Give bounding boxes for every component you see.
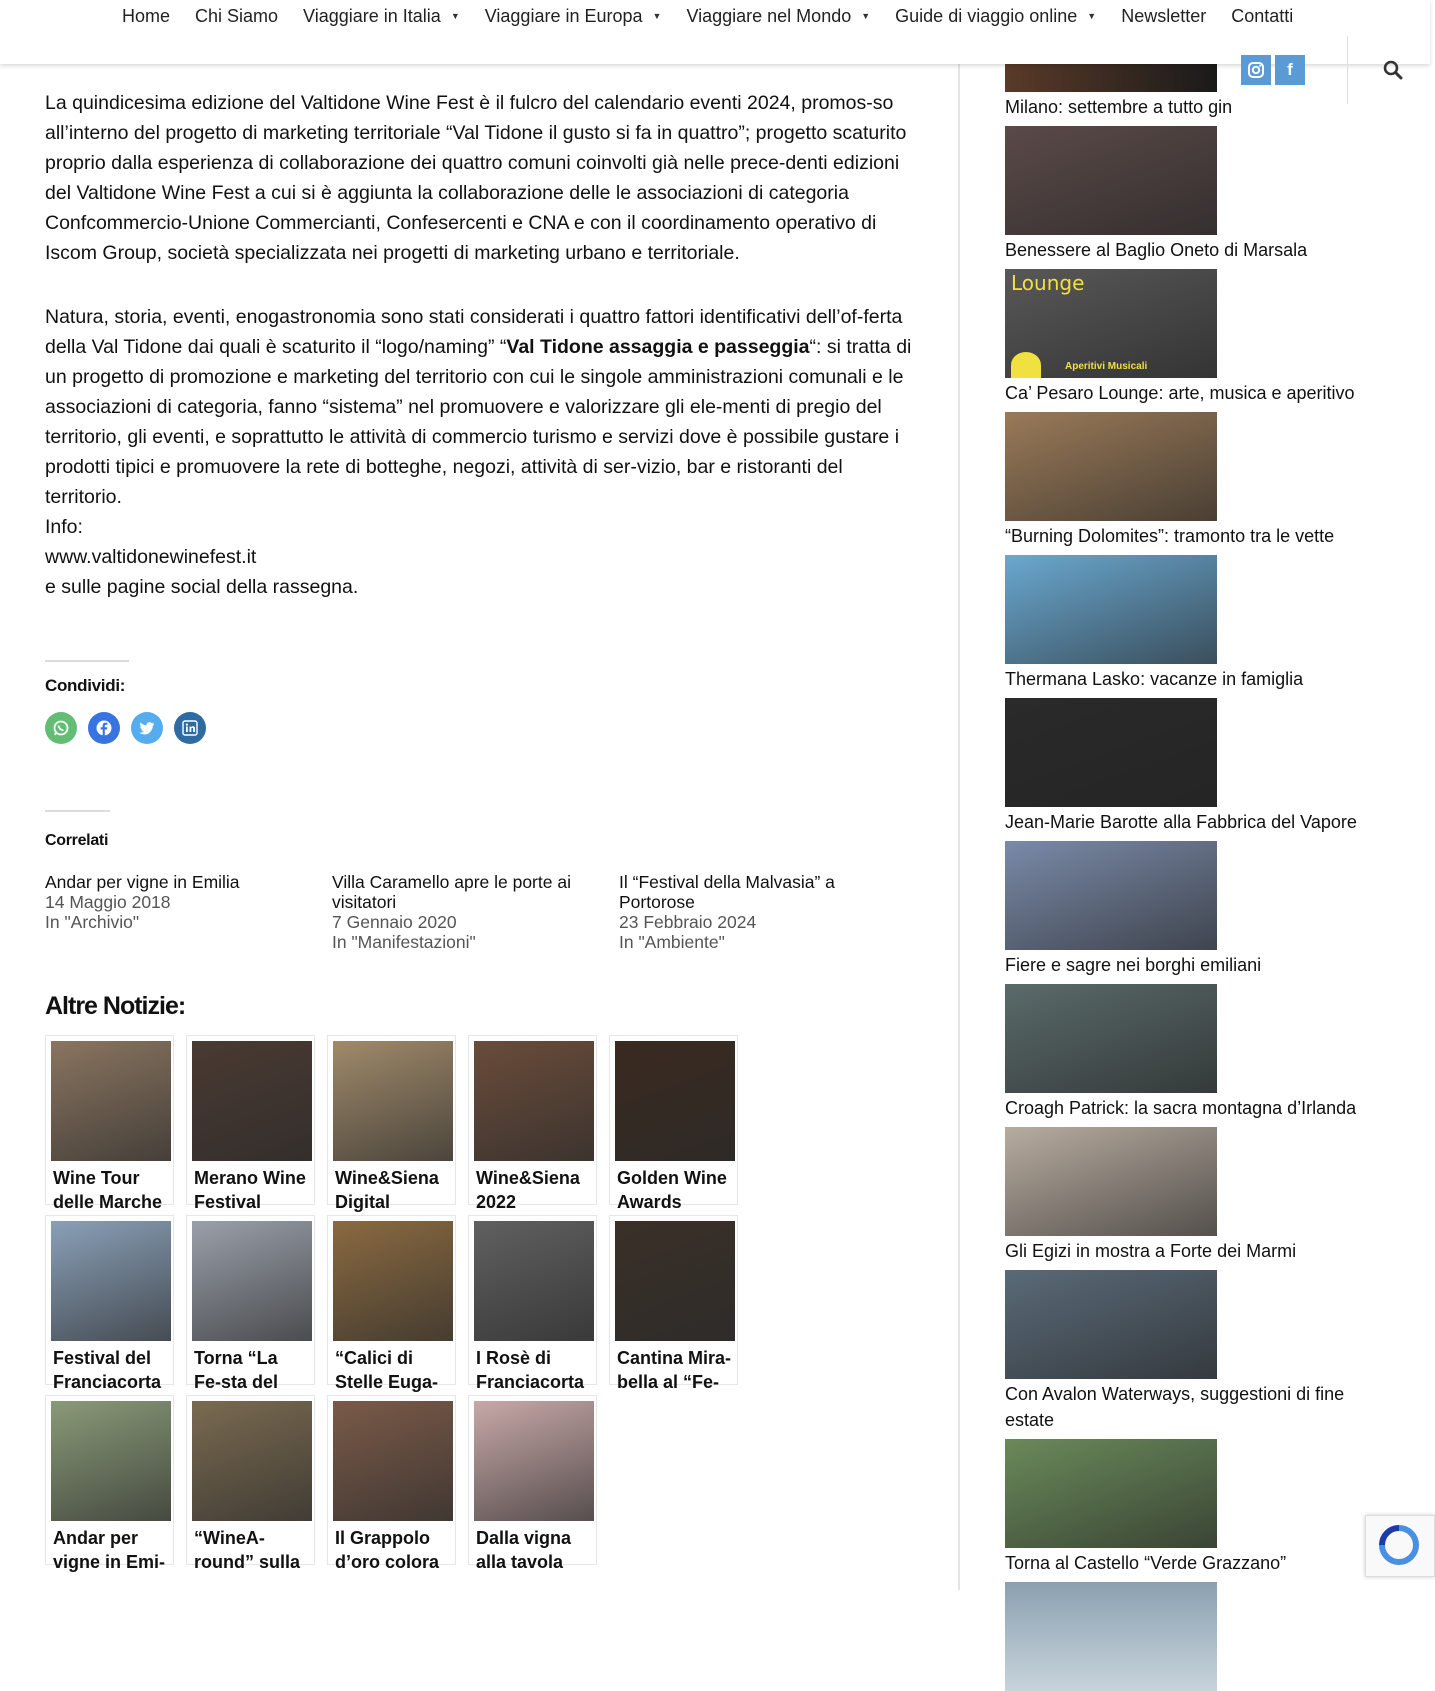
facebook-glyph: f (1287, 60, 1293, 79)
sidebar-news-title[interactable]: Con Avalon Waterways, suggestioni di fine estate (1005, 1384, 1345, 1430)
sidebar-news-item (1005, 698, 1365, 835)
news-card-title[interactable]: Dalla vigna alla tavola (476, 1528, 572, 1572)
sidebar-news-item (1005, 269, 1365, 406)
sidebar-thumbnail[interactable] (1005, 984, 1217, 1093)
article-paragraph-2 (45, 302, 915, 512)
nav-item-label: Viaggiare in Italia (303, 5, 441, 26)
share-buttons (45, 712, 915, 744)
share-divider (45, 660, 129, 662)
nav-item-label: Newsletter (1121, 5, 1207, 26)
nav-item[interactable] (303, 4, 460, 28)
news-thumbnail[interactable] (51, 1221, 171, 1341)
sidebar-news-title[interactable]: Benessere al Baglio Oneto di Marsala (1005, 240, 1308, 260)
facebook-share-icon[interactable] (88, 712, 120, 744)
news-card-title[interactable]: Cantina Mira-bella al “Fe- (617, 1348, 732, 1392)
nav-item-label: Contatti (1231, 5, 1294, 26)
facebook-icon[interactable] (1275, 55, 1305, 85)
info-label: Info: (45, 516, 83, 538)
related-post-date: 23 Febbraio 2024 (619, 912, 757, 932)
sidebar-news-item (1005, 984, 1365, 1121)
news-card[interactable] (468, 1035, 597, 1212)
news-card[interactable] (468, 1215, 597, 1392)
sidebar-thumbnail[interactable] (1005, 1270, 1217, 1379)
sidebar-news-item (1005, 412, 1365, 549)
sidebar-thumbnail[interactable] (1005, 412, 1217, 521)
nav-item[interactable] (1231, 4, 1293, 28)
info-social: e sulle pagine social della rassegna. (45, 576, 359, 598)
sidebar-news-title[interactable]: Torna al Castello “Verde Grazzano” (1005, 1553, 1287, 1573)
news-thumbnail[interactable] (333, 1041, 453, 1161)
news-thumbnail[interactable] (51, 1041, 171, 1161)
sidebar-news (1005, 60, 1365, 1691)
article-content (45, 88, 915, 1575)
news-thumbnail[interactable] (474, 1221, 594, 1341)
news-thumbnail[interactable] (615, 1041, 735, 1161)
nav-item-label: Home (122, 5, 171, 26)
news-card-title[interactable]: Wine Tour delle Marche (53, 1168, 163, 1212)
nav-item[interactable] (195, 4, 278, 28)
header-divider (1347, 36, 1348, 104)
sidebar-thumbnail[interactable] (1005, 698, 1217, 807)
nav-item[interactable] (485, 4, 662, 28)
related-post-title[interactable]: Il “Festival della Malvasia” a Portorose (619, 872, 835, 912)
related-posts (45, 872, 915, 952)
sidebar-thumbnail[interactable] (1005, 1439, 1217, 1548)
sidebar-thumbnail[interactable] (1005, 841, 1217, 950)
news-card[interactable] (468, 1395, 597, 1572)
news-thumbnail[interactable] (51, 1401, 171, 1521)
related-post-date: 7 Gennaio 2020 (332, 912, 457, 932)
related-post-title[interactable]: Villa Caramello apre le porte ai visitatori (332, 872, 571, 912)
sidebar-news-item (1005, 126, 1365, 263)
sidebar-news-item (1005, 94, 1365, 120)
nav-item[interactable] (1121, 4, 1206, 28)
related-post-category: In "Archivio" (45, 912, 140, 932)
thumbnail-overlay-subtext: Aperitivi Musicali (1065, 361, 1148, 372)
sidebar-thumbnail[interactable] (1005, 1582, 1217, 1691)
sidebar-news-title[interactable]: Croagh Patrick: la sacra montagna d’Irlanda (1005, 1098, 1357, 1118)
news-thumbnail[interactable] (192, 1221, 312, 1341)
sidebar-news-item (1005, 1439, 1365, 1576)
sidebar-thumbnail[interactable] (1005, 269, 1217, 378)
para2-text-end: “: si tratta di un progetto di promozione e marketing del territorio con cui le singole amministrazioni comunali e le associazioni di categoria, fanno “sistema” nel promuovere e valorizzare gli ele-menti di pregio del territorio, gli eventi, e soprattutto le attività di commercio turismo e servizi dove è possibile gustare i prodotti tipici e promuovere la rete di botteghe, negozi, attività di ser-vizio, bar e ristoranti del territorio. (45, 336, 912, 508)
news-card-title[interactable]: “Calici di Stelle Euga- (335, 1348, 439, 1392)
caret-down-icon: ▼ (652, 11, 662, 21)
sidebar-thumbnail[interactable] (1005, 60, 1217, 92)
news-card[interactable] (327, 1035, 456, 1212)
whatsapp-share-icon[interactable] (45, 712, 77, 744)
sidebar-thumbnail[interactable] (1005, 555, 1217, 664)
nav-item[interactable] (895, 4, 1096, 28)
news-thumbnail[interactable] (192, 1041, 312, 1161)
news-card-title[interactable]: Il Grappolo d’oro colora (335, 1528, 440, 1572)
instagram-icon[interactable] (1241, 55, 1271, 85)
nav-item-label: Viaggiare nel Mondo (686, 5, 852, 26)
caret-down-icon: ▼ (450, 11, 460, 21)
news-card[interactable] (45, 1395, 174, 1572)
sidebar-news-item (1005, 1270, 1365, 1433)
sidebar-news-title[interactable]: Jean-Marie Barotte alla Fabbrica del Vapore (1005, 812, 1357, 832)
sidebar-news-title[interactable]: “Burning Dolomites”: tramonto tra le vette (1005, 526, 1335, 546)
news-card-title[interactable]: Andar per vigne in Emi- (53, 1528, 166, 1572)
news-thumbnail[interactable] (474, 1401, 594, 1521)
sidebar-divider (958, 64, 960, 1590)
related-heading: Correlati (45, 832, 109, 849)
related-post-category: In "Manifestazioni" (332, 932, 476, 952)
related-divider (45, 810, 110, 812)
news-card[interactable] (327, 1395, 456, 1572)
recaptcha-icon (1378, 1524, 1420, 1566)
news-card-title[interactable]: Torna “La Fe-sta del (194, 1348, 279, 1392)
related-post-date: 14 Maggio 2018 (45, 892, 171, 912)
news-thumbnail[interactable] (474, 1041, 594, 1161)
news-card-title[interactable]: Golden Wine Awards (617, 1168, 727, 1212)
twitter-share-icon[interactable] (131, 712, 163, 744)
sidebar-news-item (1005, 1582, 1365, 1691)
related-post-category: In "Ambiente" (619, 932, 725, 952)
sidebar-news-list (1005, 126, 1365, 1576)
search-icon[interactable] (1383, 60, 1403, 80)
nav-item[interactable] (122, 4, 170, 28)
sidebar-thumbnail[interactable] (1005, 126, 1217, 235)
news-card-title[interactable]: Merano Wine Festival (194, 1168, 306, 1212)
news-card[interactable] (45, 1215, 174, 1392)
thumbnail-overlay-text: Lounge (1011, 271, 1085, 295)
related-post (45, 872, 332, 952)
caret-down-icon: ▼ (861, 11, 871, 21)
news-card[interactable] (186, 1035, 315, 1212)
sidebar-news-title[interactable]: Ca’ Pesaro Lounge: arte, musica e aperitivo (1005, 383, 1355, 403)
recaptcha-badge (1365, 1515, 1435, 1577)
thumbnail-logo-shape (1011, 352, 1041, 378)
news-thumbnail[interactable] (333, 1221, 453, 1341)
news-card-title[interactable]: Festival del Franciacorta (53, 1348, 162, 1392)
sidebar-thumbnail[interactable] (1005, 1127, 1217, 1236)
nav-item-label: Viaggiare in Europa (484, 5, 643, 26)
news-thumbnail[interactable] (615, 1221, 735, 1341)
top-navigation (0, 0, 1430, 64)
sidebar-news-title[interactable]: Milano: settembre a tutto gin (1005, 97, 1233, 117)
nav-item[interactable] (686, 4, 870, 28)
share-heading: Condividi: (45, 676, 126, 695)
sidebar-news-title[interactable]: Thermana Lasko: vacanze in famiglia (1005, 669, 1304, 689)
nav-item-label: Guide di viaggio online (895, 5, 1078, 26)
news-card-title[interactable]: “WineA-round” sulla (194, 1528, 301, 1572)
linkedin-share-icon[interactable] (174, 712, 206, 744)
sidebar-news-item (1005, 1127, 1365, 1264)
news-card[interactable] (609, 1035, 738, 1212)
sidebar-news-item (1005, 841, 1365, 978)
info-link[interactable]: www.valtidonewinefest.it (45, 546, 257, 568)
news-card[interactable] (45, 1035, 174, 1212)
news-thumbnail[interactable] (333, 1401, 453, 1521)
caret-down-icon: ▼ (1087, 11, 1097, 21)
nav-menu (122, 4, 1318, 28)
news-card[interactable] (186, 1215, 315, 1392)
news-thumbnail[interactable] (192, 1401, 312, 1521)
altre-notizie-heading: Altre Notizie: (45, 992, 186, 1020)
news-card[interactable] (327, 1215, 456, 1392)
para2-text-start: Natura, storia, eventi, enogastronomia sono stati considerati i quattro fattori identificativi dell’of-ferta della Val Tidone dai quali è scaturito il “logo/naming” “ (45, 306, 903, 358)
sidebar-news-title[interactable]: Fiere e sagre nei borghi emiliani (1005, 955, 1262, 975)
sidebar-news-title[interactable]: Gli Egizi in mostra a Forte dei Marmi (1005, 1241, 1297, 1261)
nav-item-label: Chi Siamo (195, 5, 279, 26)
related-post (332, 872, 619, 952)
news-card-title[interactable]: I Rosè di Franciacorta (476, 1348, 585, 1392)
news-card-title[interactable]: Wine&Siena 2022 (476, 1168, 580, 1212)
news-card-title[interactable]: Wine&Siena Digital (335, 1168, 439, 1212)
article-paragraph-1: La quindicesima edizione del Valtidone Wine Fest è il fulcro del calendario eventi 2024, promos-so all’interno del progetto di marketing territoriale “Val Tidone il gusto si fa in quattro”; progetto scaturito proprio dalla esperienza di collaborazione dei quattro comuni coinvolti già nelle prece-denti edizioni del Valtidone Wine Fest a cui si è aggiunta la collaborazione delle le associazioni di categoria Confcommercio-Unione Commercianti, Confesercenti e CNA e con il coordinamento operativo di Iscom Group, società specializzata nei progetti di marketing urbano e territoriale. (45, 92, 907, 264)
news-card[interactable] (609, 1215, 738, 1392)
news-card[interactable] (186, 1395, 315, 1572)
related-post (619, 872, 906, 952)
sidebar-news-item (1005, 555, 1365, 692)
altre-notizie-grid (45, 1035, 885, 1575)
related-post-title[interactable]: Andar per vigne in Emilia (45, 872, 240, 892)
para2-bold-name: Val Tidone assaggia e passeggia (506, 336, 810, 358)
social-links (1241, 55, 1305, 85)
